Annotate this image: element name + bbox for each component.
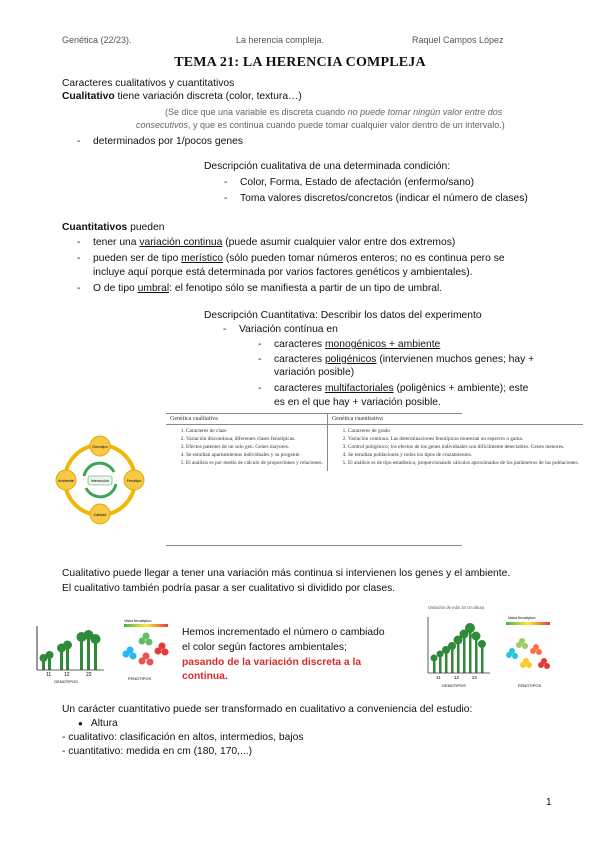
note-line-2 (136, 120, 505, 130)
cuant-b1-underline: variación continua (139, 237, 223, 248)
para1-line2: El cualitativo también podría pasar a ser cualitativo si dividido por clases. (62, 583, 396, 594)
table-col1-list (170, 428, 323, 467)
desc-cuant-heading: Descripción Cuantitativa: Describir los datos del experimento (204, 310, 482, 321)
note-text: (Se dice que una variable es discreta cuando (165, 107, 348, 117)
note-line-1 (165, 107, 502, 117)
table-col1-item: 2. Variación discontinua, diferentes clases fenotípicas. (186, 436, 323, 443)
i3-underline: multifactoriales (324, 383, 394, 394)
table-col2-title: Genética cuantitativa (327, 414, 582, 425)
desc-cuant-sub: - Variación contínua en (239, 323, 338, 336)
figure-red-line2: continua. (182, 671, 228, 682)
left-genotype-figure (34, 618, 106, 684)
desc-cuant-item-3 (274, 382, 528, 395)
desc-cual-item-2: - Toma valores discretos/concretos (indicar el número de clases) (240, 192, 528, 205)
cuant-b3-pre: O de tipo (93, 283, 138, 294)
right-continuous-figure (424, 603, 554, 691)
desc-cuant-item-2-line2: variación posible) (274, 367, 355, 378)
cualitativo-word: Cualitativo (62, 91, 115, 102)
table-col1-item: 5. El análisis es por medio de cálculo de proporciones y relaciones. (186, 460, 323, 467)
desc-cuant-item-3-line2: es en el que hay + variación posible. (274, 397, 441, 408)
figure-text-line1: Hemos incrementado el número o cambiado (182, 627, 385, 638)
cuantitativos-rest: pueden (127, 222, 165, 233)
middle-flower-clusters (123, 633, 169, 666)
table-col1-title: Genética cualitativa (166, 414, 327, 425)
left-caption: GENOTIPOS (54, 679, 78, 684)
cuant-bullet-3 (93, 282, 442, 295)
right-top-label: Variación de más 10 cm altura (428, 605, 485, 610)
table-col1-item: 3. Efectos patentes de un solo gen. Genes mayores. (186, 444, 323, 451)
cuant-b2-underline: merístico (181, 253, 223, 264)
i1-underline: monogénicos + ambiente (324, 339, 441, 350)
page-number: 1 (546, 797, 552, 808)
middle-caption: FENOTIPOS (128, 676, 152, 681)
cycle-label-calidad: Calidad (93, 513, 107, 517)
figure-text-line2: el color según factores ambientales; (182, 642, 347, 653)
right-axis-12: 12 (454, 675, 460, 680)
desc-cual-item-1: - Color, Forma, Estado de afectación (enfermo/sano) (240, 176, 474, 189)
left-axis-11: 11 (46, 672, 52, 678)
comparison-table (166, 413, 579, 546)
middle-top-label: Valor fenotípico (124, 618, 152, 623)
table-col1-item: 4. Se estudian apareamientos individuales y su progenie. (186, 452, 323, 459)
cuant-bullet-2 (93, 252, 505, 265)
table-col2-item: 5. El análisis es de tipo estadístico, proporcionando cálculos aproximados de los parámetros de las poblaciones. (348, 460, 579, 467)
cuantitativos-line (62, 221, 164, 234)
middle-legend-bar (124, 624, 168, 627)
i2-underline: poligénicos (324, 354, 377, 365)
note-italic-2: consecutivos (136, 120, 189, 130)
figure-red-line1: pasando de la variación discreta a la (182, 657, 362, 668)
cuantitativos-word: Cuantitativos (62, 222, 128, 233)
final-d2: - cuantitativo: medida en cm (180, 170,...) (62, 746, 253, 757)
cuant-b2-pre: pueden ser de tipo (93, 253, 182, 264)
right-caption-2: FENOTIPOS (518, 683, 542, 688)
middle-phenotype-figure (118, 616, 176, 682)
cualitativo-rest: tiene variación discreta (color, textura…) (114, 91, 302, 102)
cycle-diagram (52, 432, 148, 528)
note-italic: no puede tomar ningún valor entre dos (347, 107, 503, 117)
desc-cuant-item-1 (274, 338, 440, 351)
right-caption: GENOTIPOS (442, 683, 466, 688)
page-title: TEMA 21: LA HERENCIA COMPLEJA (174, 55, 426, 70)
cycle-label-fenotipo: Fenotipo (126, 479, 142, 483)
i3-pre: caracteres (274, 383, 325, 394)
i3-post: (poligènics + ambiente); este (393, 383, 529, 394)
table-col2-item: 1. Caracteres de grado (348, 428, 579, 435)
left-axis-12: 12 (64, 672, 70, 678)
i2-post: (intervienen muchos genes; hay + (376, 354, 535, 365)
i1-pre: caracteres (274, 339, 325, 350)
intro-heading: Caracteres cualitativos y cuantitativos (62, 78, 235, 89)
table-col1-item: 1. Caracteres de clase (186, 428, 323, 435)
left-axis-22: 22 (86, 672, 92, 678)
cuant-b2-post: (sólo pueden tomar números enteros; no es continua pero se (222, 253, 505, 264)
cuant-b1-pre: tener una (93, 237, 140, 248)
right-legend-bar (506, 622, 550, 625)
cualitativo-line (62, 90, 302, 103)
final-bullet (78, 717, 118, 730)
note-text-2: , y que es continua cuando puede tomar cualquier valor dentro de un intervalo.) (188, 120, 505, 130)
table-col2-item: 3. Control poligénico; los efectos de los genes individuales son difícilmente detectables. Genes menores. (348, 444, 579, 451)
cycle-label-interaccion: Interacción (90, 479, 110, 483)
left-plants (40, 630, 101, 670)
para1-line1: Cualitativo puede llegar a tener una variación más continua si intervienen los genes y el ambiente. (62, 568, 511, 579)
cuant-b3-post: : el fenotipo sólo se manifiesta a partir de un tipo de umbral. (169, 283, 443, 294)
bullet-dot: ● (78, 719, 83, 728)
final-d1: - cualitativo: clasificación en altos, intermedios, bajos (62, 732, 304, 743)
header-right: Raquel Campos López (412, 35, 504, 45)
cycle-label-ambiente: Ambiente (57, 479, 75, 483)
table-col2-item: 4. Se estudian poblaciones y todos los tipos de cruzamientos. (348, 452, 579, 459)
cuant-b1-post: (puede asumir cualquier valor entre dos extremos) (222, 237, 456, 248)
cycle-label-genotipo: Genotipo (92, 445, 108, 449)
i2-pre: caracteres (274, 354, 325, 365)
table-col2-item: 2. Variación continua. Las determinaciones fenotípicas muestran un espectro o gama. (348, 436, 579, 443)
cycle-arrow-bottom (86, 484, 116, 497)
cycle-arrow-top (84, 463, 114, 476)
right-plants (431, 623, 487, 673)
cuant-bullet-2-line2: incluye aquí porque está determinada por varios factores genéticos y ambientales). (93, 267, 473, 278)
desc-cual-heading: Descripción cualitativa de una determinada condición: (204, 161, 451, 172)
cuant-bullet-1 (93, 236, 455, 249)
table-col2-list (332, 428, 579, 467)
right-flower-clusters (506, 638, 550, 669)
right-axis-22: 22 (472, 675, 478, 680)
final-bullet-text: Altura (90, 718, 118, 729)
desc-cuant-item-2 (274, 353, 534, 366)
right-axis-11: 11 (436, 675, 441, 680)
header-center: La herencia compleja. (236, 35, 325, 45)
header-left: Genética (22/23). (62, 35, 132, 45)
bullet-pocos-genes: - determinados por 1/pocos genes (93, 135, 243, 148)
right-legend-label: Valor fenotípico (508, 615, 536, 620)
cuant-b3-underline: umbral (137, 283, 170, 294)
final-line1: Un carácter cuantitativo puede ser transformado en cualitativo a conveniencia del estudio: (62, 704, 473, 715)
